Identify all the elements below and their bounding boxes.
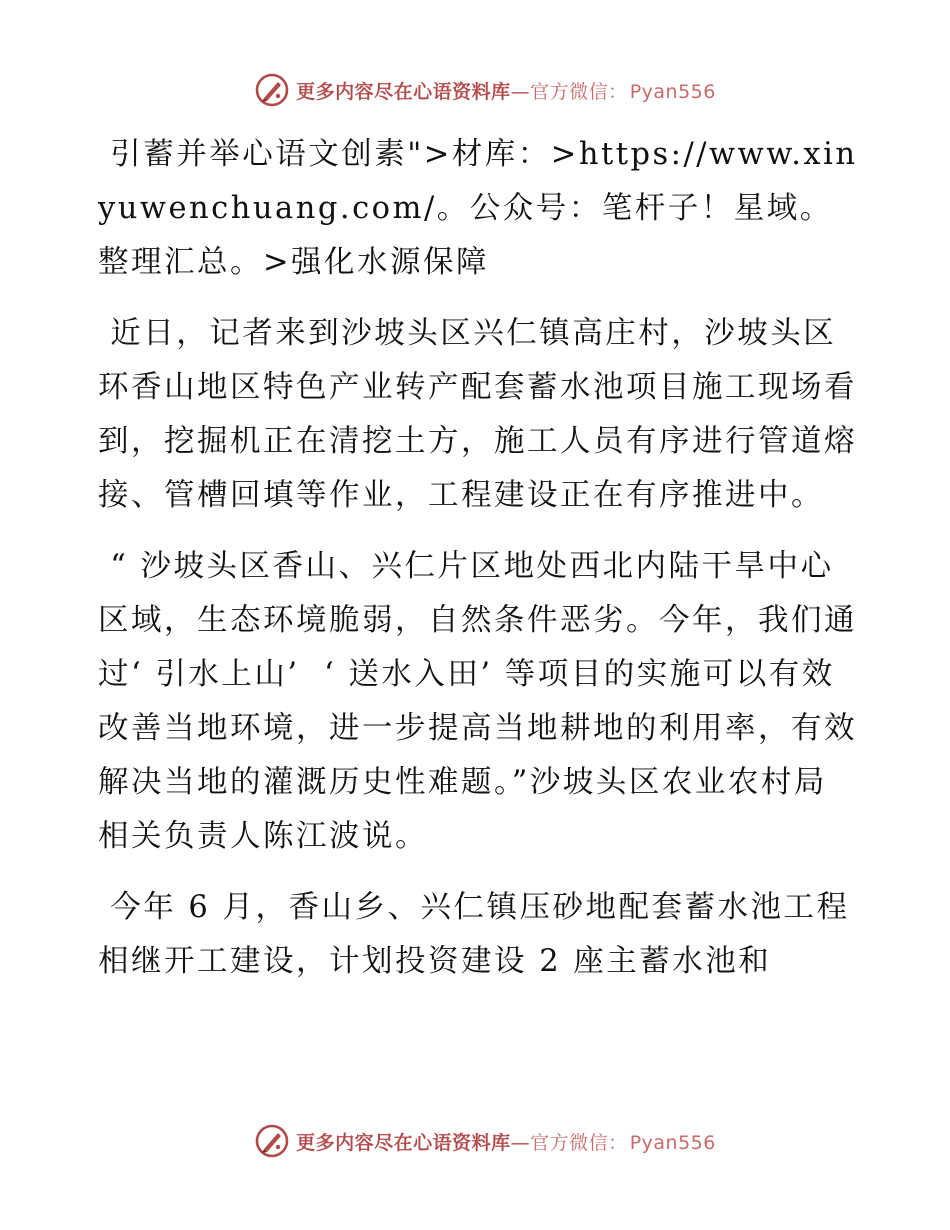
banner-main-text: 更多内容尽在心语资料库 (296, 1131, 511, 1154)
header-banner-text (296, 77, 716, 104)
paragraph-project-plan: 今年 6 月，香山乡、兴仁镇压砂地配套蓄水池工程相继开工建设，计划投资建设 2 座主蓄水池和 (98, 890, 850, 979)
pen-logo-icon (254, 72, 290, 108)
header-banner-content (254, 72, 716, 108)
banner-dash: — (510, 80, 531, 103)
footer-banner-text (296, 1128, 716, 1155)
banner-wechat-id: Pyan556 (629, 1131, 716, 1154)
paragraph-intro: 引蓄并举心语文创素">材库：>https://www.xinyuwenchuang.com/。公众号：笔杆子！星域。整理汇总。>强化水源保障 (98, 137, 858, 280)
banner-dash: — (510, 1131, 531, 1154)
article-body (98, 128, 858, 1006)
banner-wechat-label: 官方微信： (530, 1131, 628, 1154)
paragraph-site-visit: 近日，记者来到沙坡头区兴仁镇高庄村，沙坡头区环香山地区特色产业转产配套蓄水池项目施工现场看到，挖掘机正在清挖土方，施工人员有序进行管道熔接、管槽回填等作业，工程建设正在有序推进中。 (98, 316, 857, 513)
header-banner (0, 70, 950, 110)
pen-logo-icon (254, 1123, 290, 1159)
footer-banner-content (254, 1123, 716, 1159)
banner-wechat-id: Pyan556 (629, 80, 716, 103)
footer-banner (0, 1121, 950, 1161)
banner-wechat-label: 官方微信： (530, 80, 628, 103)
paragraph-quote: “ 沙坡头区香山、兴仁片区地处西北内陆干旱中心区域，生态环境脆弱，自然条件恶劣。今年，我们通过‘ 引水上山’ ‘ 送水入田’ 等项目的实施可以有效改善当地环境，进一步提高当地耕地的利用率，有效解决当地的灌溉历史性难题。”沙坡头区农业农村局相关负责人陈江波说。 (98, 549, 857, 854)
banner-main-text: 更多内容尽在心语资料库 (296, 80, 511, 103)
